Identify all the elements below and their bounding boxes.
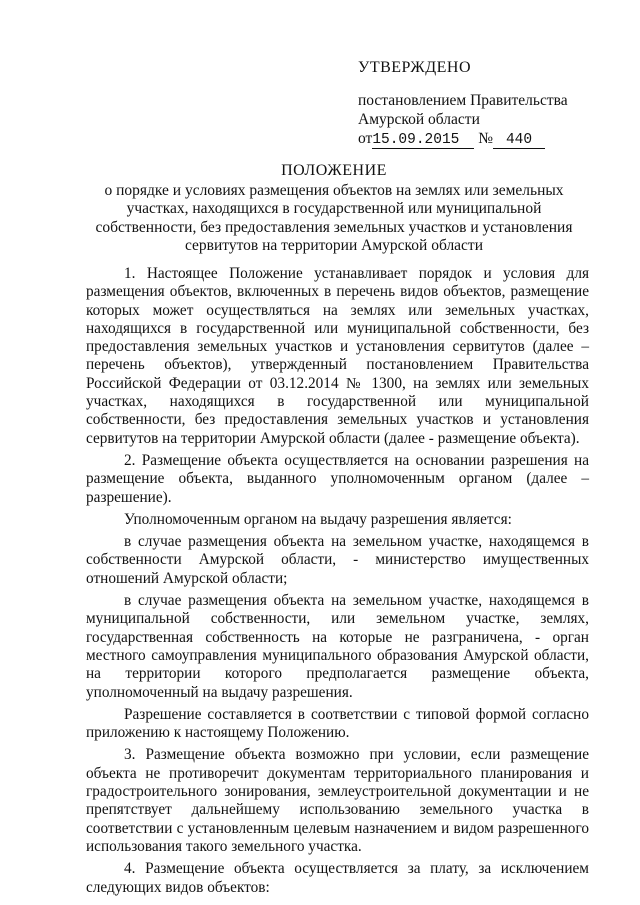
paragraph-1: 1. Настоящее Положение устанавливает порядок и условия для размещения объектов, включенных в перечень видов объектов, размещение которых может осуществляться на землях или земельных участках, находящихся в государственной или муниципальной собственности, без предоставления земельных участков и установления сервитутов (далее – перечень объектов), утвержденный постановлением Правительства Российской Федерации от 03.12.2014 № 1300, на землях или земельных участках, находящихся в государственной или муниципальной собственности, без предоставления земельных участков и установления сервитутов на территории Амурской области (далее - размещение объекта).	[86, 265, 589, 447]
document-heading	[86, 162, 582, 256]
date-prefix: от	[358, 130, 373, 147]
subtitle-line: участках, находящихся в государственной или муниципальной	[126, 200, 542, 217]
paragraph-4: 4. Размещение объекта осуществляется за плату, за исключением следующих видов объектов:	[86, 860, 589, 896]
document-title: ПОЛОЖЕНИЕ	[281, 162, 387, 179]
approval-date: 15.09.2015	[372, 133, 474, 149]
subtitle-line: сервитутов на территории Амурской области	[184, 237, 484, 254]
approval-date-line	[358, 129, 608, 149]
subtitle-line: о порядке и условиях размещения объектов на землях или земельных	[104, 181, 564, 199]
approval-line-2: Амурской области	[358, 111, 480, 128]
paragraph-authority: Уполномоченным органом на выдачу разрешения является:	[124, 510, 512, 528]
paragraph-municipal-case: в случае размещения объекта на земельном участке, находящемся в муниципальной собственности, или земельном участке, землях, государственная собственность на которые не разграничена, - орган местного самоуправления муниципального образования Амурской области, на территории которого предполагается размещение объекта, уполномоченный на выдачу разрешения.	[86, 592, 589, 701]
paragraph-regional-case: в случае размещения объекта на земельном участке, находящемся в собственности Амурской области, - министерство имущественных отношений Амурской области;	[86, 533, 589, 587]
paragraph-2: 2. Размещение объекта осуществляется на основании разрешения на размещение объекта, выданного уполномоченным органом (далее – разрешение).	[86, 451, 589, 506]
document-body	[86, 265, 589, 901]
paragraph-3: 3. Размещение объекта возможно при условии, если размещение объекта не противоречит документам территориального планирования и градостроительного зонирования, землеустроительной документации и не препятствует дальнейшему использованию земельного участка в соответствии с установленным целевым назначением и видом разрешенного использования такого земельного участка.	[86, 746, 589, 855]
approval-stamp	[358, 58, 608, 149]
approval-number: 440	[493, 133, 545, 149]
approval-line-1: постановлением Правительства	[358, 92, 568, 109]
subtitle-line: собственности, без предоставления земельных участков и установления	[95, 218, 573, 236]
approval-title: УТВЕРЖДЕНО	[358, 59, 472, 76]
number-prefix: №	[478, 130, 493, 147]
paragraph-form: Разрешение составляется в соответствии с типовой формой согласно приложению к настоящему Положению.	[86, 705, 589, 742]
